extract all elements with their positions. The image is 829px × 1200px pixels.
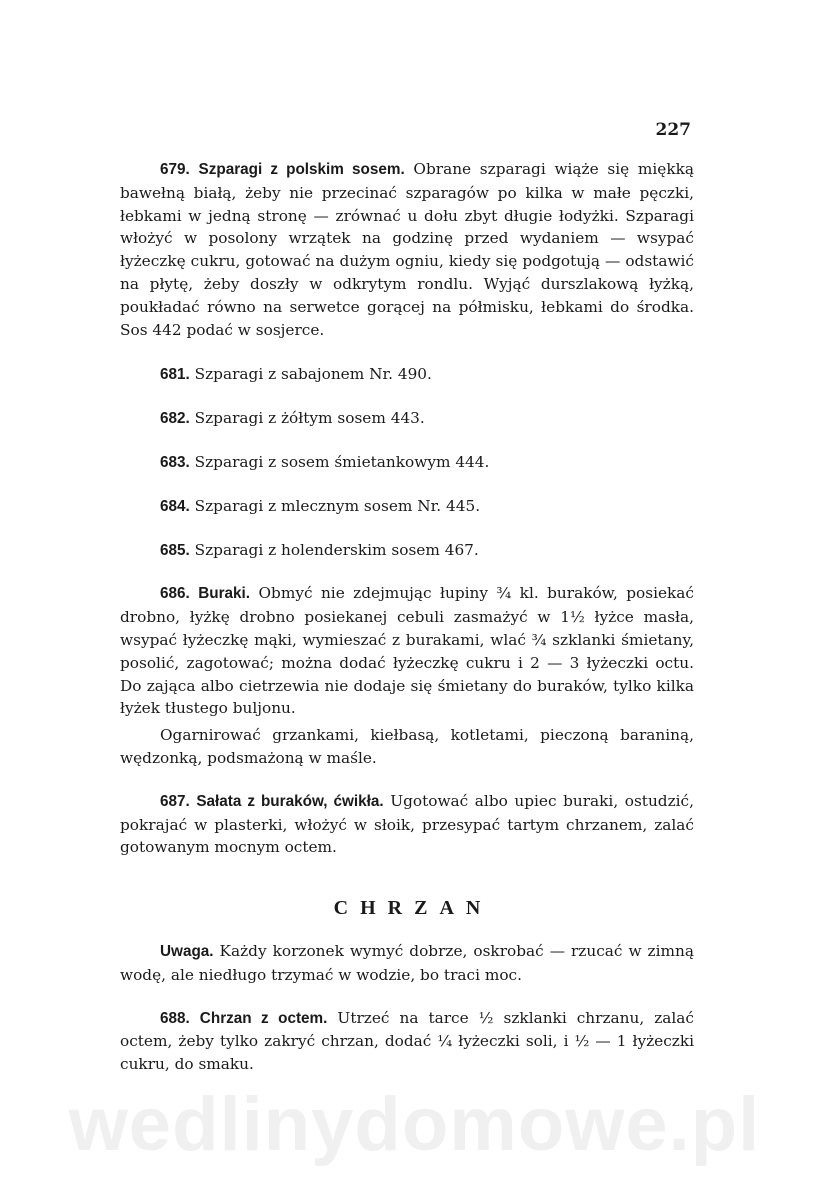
page-content <box>120 158 694 1076</box>
recipe-679 <box>120 158 694 341</box>
recipe-text: Ugotować albo upiec buraki, ostudzić, pokrajać w plasterki, włożyć w słoik, przesypać tartym chrzanem, zalać gotowanym mocnym octem. <box>120 791 694 857</box>
recipe-title: Buraki. <box>198 585 251 603</box>
recipe-text: Obrane szparagi wiąże się miękką bawełną białą, żeby nie przecinać szparagów po kilka w małe pęczki, łebkami w jedną stronę — zrównać u dołu zbyt długie łodyżki. Szparagi włożyć w posolony wrzątek na godzinę przed wydaniem — wsypać łyżeczkę cukru, gotować na dużym ogniu, kiedy się podgotują — odstawić na płytę, żeby doszły w odkrytym rondlu. Wyjąć durszlakową łyżką, poukładać równo na serwetce gorącej na półmisku, łebkami do środka. Sos 442 podać w sosjerce. <box>120 160 694 339</box>
recipe-686 <box>120 582 694 720</box>
recipe-687 <box>120 790 694 859</box>
recipe-text: Szparagi z żółtym sosem 443. <box>189 409 425 428</box>
recipe-number: 682. <box>160 410 190 428</box>
recipe-688 <box>120 1007 694 1076</box>
recipe-title: Szparagi z polskim sosem. <box>198 161 405 178</box>
recipe-number: 679. <box>160 161 190 178</box>
recipe-682 <box>120 407 694 431</box>
recipe-686-garnish: Ogarnirować grzankami, kiełbasą, kotletami, pieczoną baraniną, wędzonką, podsmażoną w maśle. <box>120 726 694 767</box>
watermark: wedlinydomowe.pl <box>68 1082 761 1167</box>
recipe-number: 684. <box>160 497 190 515</box>
section-heading: CHRZAN <box>333 897 493 920</box>
recipe-text: Szparagi z holenderskim sosem 467. <box>189 540 479 559</box>
recipe-text: Szparagi z sabajonem Nr. 490. <box>189 365 432 384</box>
note-label: Uwaga. <box>160 942 214 960</box>
recipe-685 <box>120 539 694 563</box>
recipe-number: 686. <box>160 585 190 603</box>
recipe-title: Sałata z buraków, ćwikła. <box>196 792 384 810</box>
recipe-683 <box>120 451 694 475</box>
page-number: 227 <box>655 120 691 140</box>
recipe-text: Szparagi z sosem śmietankowym 444. <box>189 452 490 471</box>
recipe-number: 681. <box>160 366 190 384</box>
recipe-number: 683. <box>160 453 190 471</box>
recipe-text: Obmyć nie zdejmując łupiny ¾ kl. buraków, posiekać drobno, łyżkę drobno posiekanej cebuli zasmażyć w 1½ łyżce masła, wsypać łyżeczkę mąki, wymieszać z burakami, wlać ¾ szklanki śmietany, posolić, zagotować; można dodać łyżeczkę cukru i 2 — 3 łyżeczki octu. Do zająca albo cietrzewia nie dodaje się śmietany do buraków, tylko kilka łyżek tłustego buljonu. <box>120 584 694 718</box>
recipe-number: 685. <box>160 541 190 559</box>
note-text: Każdy korzonek wymyć dobrze, oskrobać — rzucać w zimną wodę, ale niedługo trzymać w wodzie, bo traci moc. <box>120 941 694 984</box>
recipe-684 <box>120 495 694 519</box>
recipe-681 <box>120 363 694 387</box>
recipe-text: Utrzeć na tarce ½ szklanki chrzanu, zalać octem, żeby tylko zakryć chrzan, dodać ¼ łyżeczki soli, i ½ — 1 łyżeczki cukru, do smaku. <box>120 1008 694 1074</box>
recipe-number: 688. <box>160 1009 190 1027</box>
recipe-title: Chrzan z octem. <box>199 1009 328 1027</box>
note <box>120 940 694 987</box>
recipe-number: 687. <box>160 792 190 810</box>
recipe-text: Szparagi z mlecznym sosem Nr. 445. <box>189 496 481 515</box>
